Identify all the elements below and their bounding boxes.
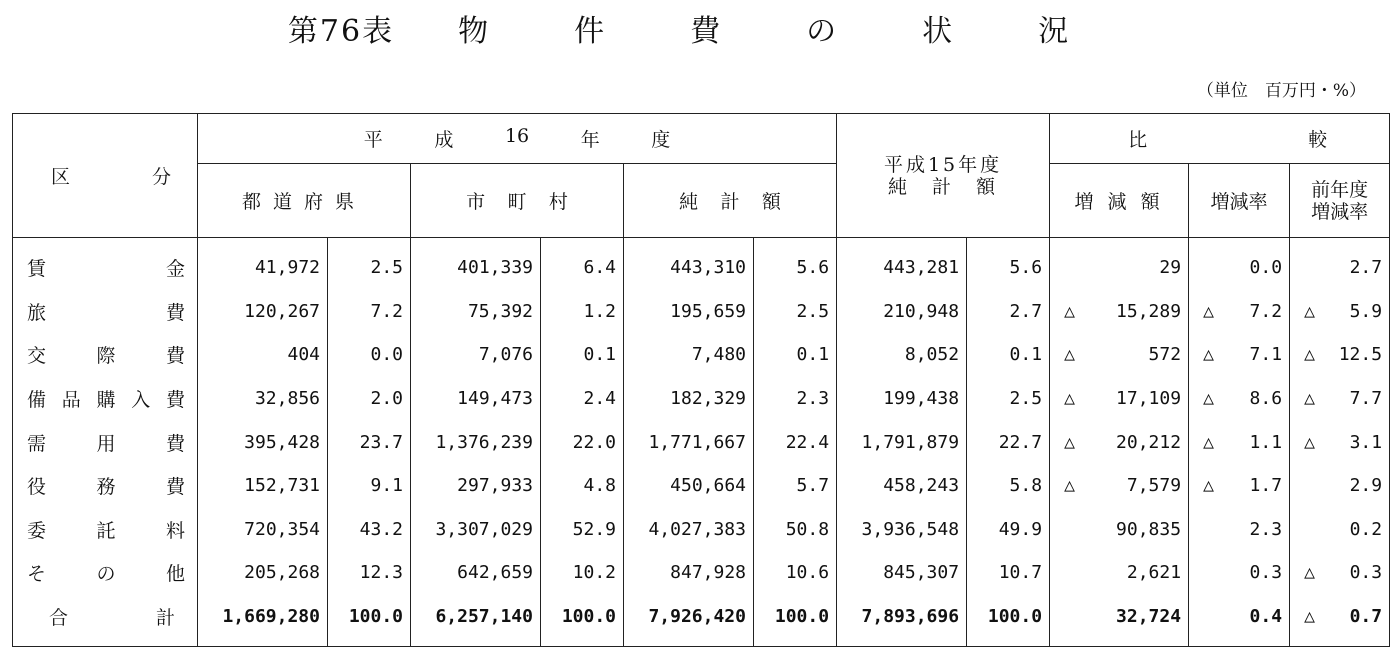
cell-diff: [1050, 595, 1189, 647]
cell-value: 7.2: [1249, 300, 1283, 322]
cell-value: 29: [1159, 257, 1182, 279]
cell-pref: 205,268: [198, 551, 328, 595]
cell-muni: 642,659: [411, 551, 541, 595]
decrease-triangle-icon: △: [1064, 475, 1075, 497]
header-text: 前年度: [1311, 178, 1369, 201]
cell-h15: 8,052: [837, 333, 967, 377]
cell-net-pct: 50.8: [754, 508, 837, 552]
header-text: 額: [761, 191, 781, 213]
cell-h15: 443,281: [837, 238, 967, 290]
cell-value: 5.9: [1349, 300, 1383, 322]
cell-value: 0.3: [1349, 562, 1383, 584]
cell-h15-pct: 2.7: [967, 290, 1050, 334]
cell-h15-pct: 49.9: [967, 508, 1050, 552]
cell-prev: [1290, 290, 1390, 334]
cell-net: 195,659: [624, 290, 754, 334]
cell-h15-pct: 100.0: [967, 595, 1050, 647]
page-title: [0, 6, 1400, 50]
cell-pref-pct: 43.2: [328, 508, 411, 552]
cell-value: 7.7: [1349, 388, 1383, 410]
cell-muni-pct: 4.8: [541, 464, 624, 508]
cell-value: 3.1: [1349, 431, 1383, 453]
row-label-char: 費: [165, 476, 185, 499]
cell-muni: 7,076: [411, 333, 541, 377]
header-text: 都道府県: [241, 191, 366, 213]
cell-diff: [1050, 333, 1189, 377]
cell-muni-pct: 22.0: [541, 420, 624, 464]
header-text: 平成15年度: [883, 153, 1003, 176]
cell-h15-pct: 10.7: [967, 551, 1050, 595]
cell-value: 7.1: [1249, 344, 1283, 366]
cell-value: 20,212: [1116, 431, 1182, 453]
cell-rate: [1189, 290, 1290, 334]
cell-value: 12.5: [1338, 344, 1383, 366]
cell-pref-pct: 100.0: [328, 595, 411, 647]
cell-value: 0.4: [1249, 606, 1283, 628]
table-row: [13, 508, 1390, 552]
cell-rate: [1189, 420, 1290, 464]
row-label-char: 金: [165, 258, 185, 281]
row-label: [13, 508, 198, 552]
decrease-triangle-icon: △: [1304, 300, 1315, 322]
row-label-char: 費: [165, 389, 185, 412]
cell-h15: 199,438: [837, 377, 967, 421]
header-text: 年: [580, 129, 600, 151]
cell-pref-pct: 12.3: [328, 551, 411, 595]
row-label-char: 交: [27, 345, 47, 368]
table-row: [13, 333, 1390, 377]
row-label-char: 入: [131, 389, 151, 412]
cell-value: 2.7: [1349, 257, 1383, 279]
cell-pref: 720,354: [198, 508, 328, 552]
cell-rate: [1189, 595, 1290, 647]
cell-prev: [1290, 377, 1390, 421]
cell-h15: 210,948: [837, 290, 967, 334]
cell-h15-pct: 5.8: [967, 464, 1050, 508]
cell-muni: 6,257,140: [411, 595, 541, 647]
cell-rate: [1189, 464, 1290, 508]
cell-net: 4,027,383: [624, 508, 754, 552]
row-label: [13, 551, 198, 595]
cell-diff: [1050, 290, 1189, 334]
cell-prev: [1290, 595, 1390, 647]
cell-value: 15,289: [1116, 300, 1182, 322]
cell-prev: [1290, 464, 1390, 508]
table-row: [13, 420, 1390, 464]
row-label-char: 料: [165, 519, 185, 542]
decrease-triangle-icon: △: [1064, 344, 1075, 366]
cell-muni: 3,307,029: [411, 508, 541, 552]
cell-pref: 32,856: [198, 377, 328, 421]
cell-value: 2.3: [1249, 518, 1283, 540]
cell-net-pct: 5.6: [754, 238, 837, 290]
cell-net: 182,329: [624, 377, 754, 421]
cell-muni: 75,392: [411, 290, 541, 334]
cell-diff: [1050, 420, 1189, 464]
header-text: 村: [548, 191, 568, 213]
cell-h15: 845,307: [837, 551, 967, 595]
cell-muni-pct: 52.9: [541, 508, 624, 552]
row-label-char: 他: [165, 563, 185, 586]
decrease-triangle-icon: △: [1304, 344, 1315, 366]
cell-prev: [1290, 333, 1390, 377]
cell-net: 450,664: [624, 464, 754, 508]
cell-net-pct: 100.0: [754, 595, 837, 647]
cell-pref-pct: 0.0: [328, 333, 411, 377]
cell-value: 0.0: [1249, 257, 1283, 279]
cell-value: 90,835: [1116, 518, 1182, 540]
decrease-triangle-icon: △: [1203, 475, 1214, 497]
cell-pref-pct: 23.7: [328, 420, 411, 464]
row-label-char: 委: [27, 519, 47, 542]
decrease-triangle-icon: △: [1203, 431, 1214, 453]
cell-diff: [1050, 377, 1189, 421]
cell-rate: [1189, 377, 1290, 421]
row-label-char: 賃: [27, 258, 47, 281]
header-text: 平: [363, 129, 383, 151]
cell-value: 2,621: [1126, 562, 1182, 584]
decrease-triangle-icon: △: [1304, 606, 1315, 628]
row-label-char: 合: [49, 607, 69, 630]
cell-value: 1.7: [1249, 475, 1283, 497]
cell-muni-pct: 6.4: [541, 238, 624, 290]
row-label-char: 用: [96, 432, 116, 455]
header-text: 増減率: [1210, 191, 1268, 213]
decrease-triangle-icon: △: [1203, 388, 1214, 410]
cell-muni-pct: 100.0: [541, 595, 624, 647]
cell-value: 2.9: [1349, 475, 1383, 497]
cell-rate: [1189, 238, 1290, 290]
cell-diff: [1050, 238, 1189, 290]
row-label-char: 品: [61, 389, 81, 412]
cell-rate: [1189, 508, 1290, 552]
cell-muni-pct: 0.1: [541, 333, 624, 377]
cell-h15: 1,791,879: [837, 420, 967, 464]
cell-pref: 395,428: [198, 420, 328, 464]
cell-rate: [1189, 551, 1290, 595]
table-row: [13, 377, 1390, 421]
cell-net: 7,926,420: [624, 595, 754, 647]
cell-value: 32,724: [1116, 606, 1182, 628]
header-text: 計: [720, 191, 740, 213]
cell-pref: 152,731: [198, 464, 328, 508]
cell-pref-pct: 2.0: [328, 377, 411, 421]
cell-value: 0.7: [1349, 606, 1383, 628]
table-row: [13, 551, 1390, 595]
row-label-char: 購: [96, 389, 116, 412]
row-label: [13, 377, 198, 421]
decrease-triangle-icon: △: [1064, 431, 1075, 453]
cell-value: 0.2: [1349, 518, 1383, 540]
row-label-char: 計: [155, 607, 175, 630]
cell-muni-pct: 10.2: [541, 551, 624, 595]
expense-table: [12, 113, 1390, 647]
cell-rate: [1189, 333, 1290, 377]
table-number: 第76表: [287, 14, 395, 49]
cell-prev: [1290, 420, 1390, 464]
row-label-char: 託: [96, 519, 116, 542]
header-text: 純 計 額: [888, 175, 999, 198]
header-text: 増 減 額: [1074, 191, 1164, 213]
header-text: 比: [1128, 129, 1148, 151]
header-h16: [198, 114, 837, 164]
decrease-triangle-icon: △: [1304, 562, 1315, 584]
row-label: [13, 595, 198, 647]
cell-net-pct: 2.5: [754, 290, 837, 334]
header-text: 市: [466, 191, 486, 213]
cell-value: 1.1: [1249, 431, 1283, 453]
cell-muni: 1,376,239: [411, 420, 541, 464]
row-label-char: そ: [27, 563, 47, 586]
cell-value: 7,579: [1126, 475, 1182, 497]
header-compare: [1050, 114, 1390, 164]
cell-net-pct: 22.4: [754, 420, 837, 464]
cell-prev: [1290, 551, 1390, 595]
row-label-char: 旅: [27, 301, 47, 324]
row-label-char: 需: [27, 432, 47, 455]
row-label: [13, 464, 198, 508]
header-text: 成: [434, 129, 454, 151]
cell-value: 0.3: [1249, 562, 1283, 584]
header-net-total: [624, 164, 837, 238]
decrease-triangle-icon: △: [1203, 344, 1214, 366]
cell-net-pct: 10.6: [754, 551, 837, 595]
header-text: 16: [504, 125, 530, 147]
cell-h15-pct: 22.7: [967, 420, 1050, 464]
cell-muni-pct: 2.4: [541, 377, 624, 421]
header-change-amount: [1050, 164, 1189, 238]
header-h15-net: [837, 114, 1050, 238]
cell-pref: 1,669,280: [198, 595, 328, 647]
cell-diff: [1050, 464, 1189, 508]
cell-pref-pct: 7.2: [328, 290, 411, 334]
header-text: 純: [679, 191, 699, 213]
header-text: 較: [1308, 129, 1328, 151]
cell-prev: [1290, 238, 1390, 290]
cell-net: 847,928: [624, 551, 754, 595]
cell-value: 572: [1148, 344, 1182, 366]
cell-net: 7,480: [624, 333, 754, 377]
unit-note: （単位 百万円・%）: [1196, 81, 1366, 101]
header-text: 町: [507, 191, 527, 213]
cell-h15: 7,893,696: [837, 595, 967, 647]
decrease-triangle-icon: △: [1203, 300, 1214, 322]
cell-net: 1,771,667: [624, 420, 754, 464]
cell-pref-pct: 9.1: [328, 464, 411, 508]
row-label-char: 費: [165, 301, 185, 324]
decrease-triangle-icon: △: [1064, 388, 1075, 410]
cell-pref-pct: 2.5: [328, 238, 411, 290]
table-row: [13, 290, 1390, 334]
cell-muni-pct: 1.2: [541, 290, 624, 334]
row-label-char: 費: [165, 345, 185, 368]
cell-h15-pct: 2.5: [967, 377, 1050, 421]
cell-pref: 404: [198, 333, 328, 377]
cell-value: 8.6: [1249, 388, 1283, 410]
row-label: [13, 238, 198, 290]
title-char: の: [806, 14, 839, 49]
title-char: 状: [922, 14, 955, 49]
decrease-triangle-icon: △: [1304, 388, 1315, 410]
cell-value: 17,109: [1116, 388, 1182, 410]
header-text: 増減率: [1311, 200, 1369, 223]
cell-h15: 3,936,548: [837, 508, 967, 552]
header-text: 度: [651, 129, 671, 151]
header-prev-rate: [1290, 164, 1390, 238]
header-change-rate: [1189, 164, 1290, 238]
cell-net-pct: 0.1: [754, 333, 837, 377]
cell-pref: 41,972: [198, 238, 328, 290]
row-label: [13, 290, 198, 334]
cell-h15: 458,243: [837, 464, 967, 508]
header-text: 区: [51, 166, 71, 188]
decrease-triangle-icon: △: [1064, 300, 1075, 322]
cell-h15-pct: 0.1: [967, 333, 1050, 377]
cell-net: 443,310: [624, 238, 754, 290]
header-municipal: [411, 164, 624, 238]
cell-diff: [1050, 508, 1189, 552]
cell-net-pct: 5.7: [754, 464, 837, 508]
cell-pref: 120,267: [198, 290, 328, 334]
row-label: [13, 333, 198, 377]
row-label-char: の: [96, 563, 116, 586]
table-body: [13, 238, 1390, 647]
row-label-char: 際: [96, 345, 116, 368]
cell-muni: 149,473: [411, 377, 541, 421]
cell-prev: [1290, 508, 1390, 552]
row-label: [13, 420, 198, 464]
table-row: [13, 238, 1390, 290]
decrease-triangle-icon: △: [1304, 431, 1315, 453]
row-label-char: 備: [27, 389, 47, 412]
cell-diff: [1050, 551, 1189, 595]
header-prefecture: [198, 164, 411, 238]
total-row: [13, 595, 1390, 647]
row-label-char: 費: [165, 432, 185, 455]
row-label-char: 務: [96, 476, 116, 499]
cell-net-pct: 2.3: [754, 377, 837, 421]
cell-h15-pct: 5.6: [967, 238, 1050, 290]
header-kubun: [13, 114, 198, 238]
title-char: 物: [458, 14, 491, 49]
cell-muni: 401,339: [411, 238, 541, 290]
cell-muni: 297,933: [411, 464, 541, 508]
row-label-char: 役: [27, 476, 47, 499]
title-char: 件: [574, 14, 607, 49]
header-text: 分: [151, 166, 171, 188]
title-char: 費: [690, 14, 723, 49]
title-char: 況: [1038, 14, 1071, 49]
table-row: [13, 464, 1390, 508]
